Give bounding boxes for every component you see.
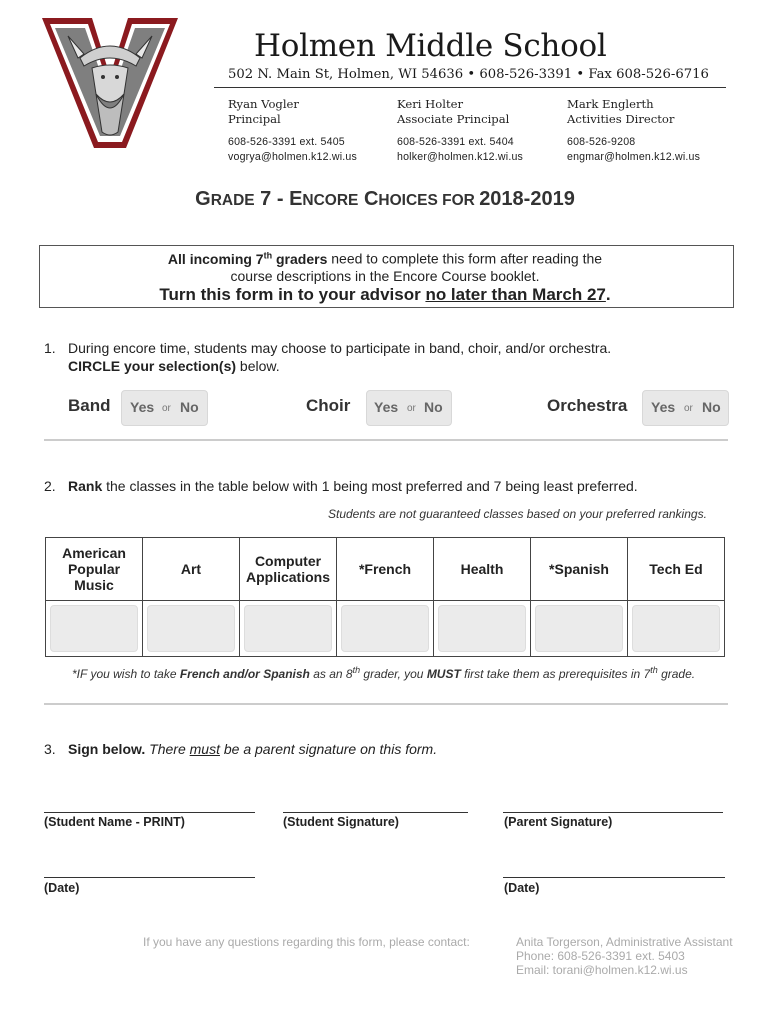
footer-contact [516, 935, 733, 977]
notice-line-1: All incoming 7th graders need to complete this form after reading the [167, 250, 603, 267]
table-header-row [46, 538, 725, 601]
student-signature-label: (Student Signature) [283, 815, 399, 829]
rank-input-american-popular-music[interactable] [50, 605, 138, 652]
choir-no[interactable]: No [424, 399, 443, 415]
orchestra-yes[interactable]: Yes [651, 399, 676, 415]
ranking-table [45, 537, 725, 657]
contact-email: holker@holmen.k12.wi.us [397, 151, 524, 163]
school-address: 502 N. Main St, Holmen, WI 54636 • 608-526-3391 • Fax 608-526-6716 [228, 67, 709, 82]
student-name-line[interactable] [44, 812, 255, 813]
band-no[interactable]: No [180, 399, 199, 415]
class-header: Computer Applications [240, 538, 337, 601]
contact-phone: 608-526-3391 ext. 5405 [228, 136, 345, 148]
footer-contact-name: Anita Torgerson, Administrative Assistant [516, 935, 733, 949]
rank-input-french[interactable] [341, 605, 429, 652]
turn-in-deadline: Turn this form in to your advisor no later than March 27. [159, 285, 611, 304]
rank-input-health[interactable] [438, 605, 526, 652]
student-date-line[interactable] [44, 877, 255, 878]
orchestra-no[interactable]: No [702, 399, 721, 415]
contact-name: Ryan Vogler [228, 97, 299, 111]
footer-question: If you have any questions regarding this form, please contact: [143, 935, 470, 949]
viking-v-logo [40, 14, 180, 154]
band-or: or [162, 403, 171, 414]
class-header: Health [434, 538, 531, 601]
rank-input-spanish[interactable] [535, 605, 623, 652]
band-yes[interactable]: Yes [130, 399, 155, 415]
section-divider [44, 703, 728, 705]
contact-title: Activities Director [567, 112, 675, 126]
contact-phone: 608-526-3391 ext. 5404 [397, 136, 514, 148]
question-3-text: Sign below. There must be a parent signature on this form. [68, 741, 438, 757]
band-selection[interactable] [121, 390, 208, 426]
contact-principal [228, 97, 357, 165]
parent-signature-line[interactable] [503, 812, 723, 813]
class-header: *Spanish [531, 538, 628, 601]
contact-phone: 608-526-9208 [567, 136, 636, 148]
rank-input-art[interactable] [147, 605, 235, 652]
orchestra-or: or [684, 403, 693, 414]
contact-name: Mark Englerth [567, 97, 654, 111]
parent-date-line[interactable] [503, 877, 725, 878]
choir-selection[interactable] [366, 390, 452, 426]
parent-date-label: (Date) [504, 881, 540, 895]
choir-label: Choir [306, 396, 351, 415]
school-name: Holmen Middle School [254, 28, 607, 64]
question-3-number: 3. [44, 741, 56, 757]
footer-contact-phone: Phone: 608-526-3391 ext. 5403 [516, 949, 685, 963]
contact-email: vogrya@holmen.k12.wi.us [228, 151, 357, 163]
contact-name: Keri Holter [397, 97, 464, 111]
ranking-note: Students are not guaranteed classes based on your preferred rankings. [328, 507, 707, 521]
rank-input-tech-ed[interactable] [632, 605, 720, 652]
question-2-number: 2. [44, 478, 56, 494]
header-divider [214, 87, 726, 88]
class-header: Art [143, 538, 240, 601]
rank-input-computer-applications[interactable] [244, 605, 332, 652]
table-row [46, 601, 725, 657]
language-footnote: *IF you wish to take French and/or Spanish as an 8th grader, you MUST first take them as prerequisites in 7th grade. [72, 665, 696, 681]
orchestra-label: Orchestra [547, 396, 628, 415]
class-header: *French [337, 538, 434, 601]
band-label: Band [68, 396, 111, 415]
contact-associate-principal [397, 97, 523, 165]
class-header: American Popular Music [46, 538, 143, 601]
question-2-text: Rank the classes in the table below with 1 being most preferred and 7 being least preferred. [68, 478, 638, 494]
student-signature-line[interactable] [283, 812, 468, 813]
question-1-instruction: CIRCLE your selection(s) below. [68, 358, 280, 374]
choir-or: or [407, 403, 416, 414]
orchestra-selection[interactable] [642, 390, 729, 426]
contact-activities-director [567, 97, 700, 165]
contact-title: Associate Principal [397, 112, 510, 126]
section-divider [44, 439, 728, 441]
student-date-label: (Date) [44, 881, 80, 895]
notice-line-2: course descriptions in the Encore Course booklet. [230, 268, 540, 284]
footer-contact-email: Email: torani@holmen.k12.wi.us [516, 963, 688, 977]
contact-email: engmar@holmen.k12.wi.us [567, 151, 701, 163]
choir-yes[interactable]: Yes [374, 399, 399, 415]
student-name-label: (Student Name - PRINT) [44, 815, 185, 829]
question-1-text: During encore time, students may choose to participate in band, choir, and/or orchestra. [68, 340, 612, 356]
parent-signature-label: (Parent Signature) [504, 815, 613, 829]
form-title: GRADE 7 - ENCORE CHOICES FOR 2018-2019 [195, 188, 575, 210]
class-header: Tech Ed [628, 538, 725, 601]
question-1-number: 1. [44, 340, 56, 356]
contact-title: Principal [228, 112, 281, 126]
